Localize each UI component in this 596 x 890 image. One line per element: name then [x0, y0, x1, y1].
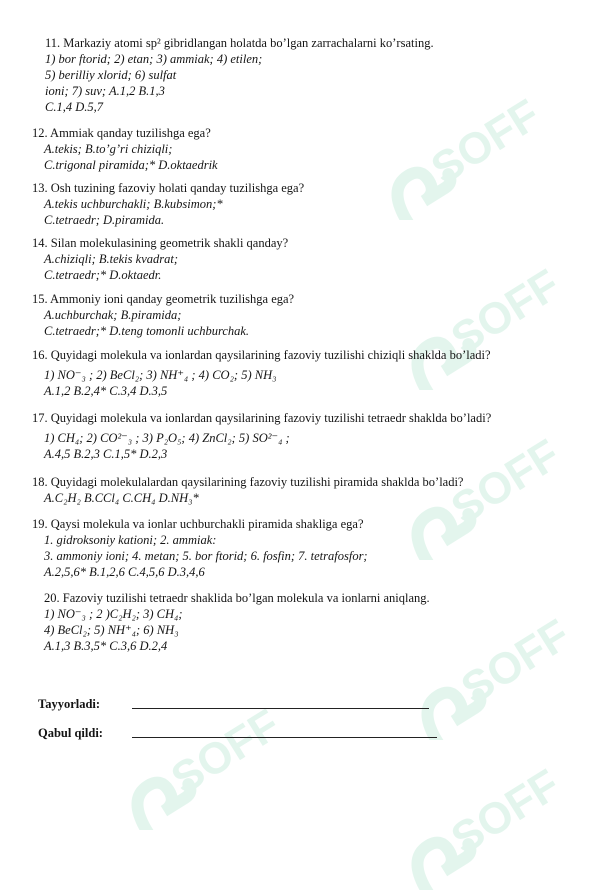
soff-watermark-logo [360, 90, 560, 220]
svg-text:SOFF: SOFF [452, 610, 579, 714]
accepted-by-signature-line [132, 737, 437, 738]
question-option-line: A.uchburchak; B.piramida; [44, 308, 182, 322]
soff-watermark-logo [390, 610, 590, 740]
question-option-line: C.tetraedr;* D.oktaedr. [44, 268, 162, 282]
prepared-by-label: Tayyorladi: [38, 697, 101, 711]
question-option-line: A.tekis uchburchakli; B.kubsimon;* [44, 197, 223, 211]
question-stem: 15. Ammoniy ioni qanday geometrik tuzilishga ega? [32, 292, 295, 306]
svg-text:SOFF: SOFF [422, 90, 549, 194]
accepted-by-label: Qabul qildi: [38, 726, 103, 740]
question-stem: 11. Markaziy atomi sp² gibridlangan holatda bo’lgan zarrachalarni ko’rsating. [45, 36, 434, 50]
question-option-line: 5) berilliy xlorid; 6) sulfat [45, 68, 177, 82]
question-stem: 13. Osh tuzining fazoviy holati qanday tuzilishga ega? [32, 181, 305, 195]
question-option-line: 1) bor ftorid; 2) etan; 3) ammiak; 4) etilen; [45, 52, 263, 66]
question-option-line: A.C₂H₂ B.CCl₄ C.CH₄ D.NH₃* [44, 491, 199, 505]
question-stem: 18. Quyidagi molekulalardan qaysilarining fazoviy tuzilishi piramida shaklda bo’ladi? [32, 475, 464, 489]
question-option-line: A.1,2 B.2,4* C.3,4 D.3,5 [44, 384, 168, 398]
question-option-line: C.tetraedr; D.piramida. [44, 213, 165, 227]
svg-text:SOFF: SOFF [442, 260, 569, 364]
question-option-line: C.1,4 D.5,7 [45, 100, 103, 114]
question-stem: 17. Quyidagi molekula va ionlardan qaysilarining fazoviy tuzilishi tetraedr shaklda bo’ladi? [32, 411, 492, 425]
svg-text:SOFF: SOFF [162, 700, 289, 804]
soff-watermark-logo [380, 430, 580, 560]
question-option-line: 4) BeCl₂; 5) NH⁺₄; 6) NH₃ [44, 623, 179, 637]
question-stem: 20. Fazoviy tuzilishi tetraedr shaklida bo’lgan molekula va ionlarni aniqlang. [44, 591, 430, 605]
question-option-line: A.chiziqli; B.tekis kvadrat; [44, 252, 178, 266]
soff-watermark-logo [380, 760, 580, 890]
soff-watermark-logo [380, 260, 580, 390]
question-option-line: 1) CH₄; 2) CO²⁻₃ ; 3) P₂O₅; 4) ZnCl₂; 5) SO²⁻₄ ; [44, 431, 290, 445]
soff-watermark-logo [100, 700, 300, 830]
question-option-line: A.tekis; B.to’g’ri chiziqli; [44, 142, 173, 156]
question-option-line: 1. gidroksoniy kationi; 2. ammiak: [44, 533, 217, 547]
question-option-line: C.trigonal piramida;* D.oktaedrik [44, 158, 218, 172]
question-stem: 14. Silan molekulasining geometrik shakli qanday? [32, 236, 289, 250]
question-option-line: A.2,5,6* B.1,2,6 C.4,5,6 D.3,4,6 [44, 565, 205, 579]
question-stem: 19. Qaysi molekula va ionlar uchburchakli piramida shakliga ega? [32, 517, 364, 531]
question-stem: 12. Ammiak qanday tuzilishga ega? [32, 126, 211, 140]
svg-text:SOFF: SOFF [442, 760, 569, 864]
question-option-line: 1) NO⁻₃ ; 2 )C₂H₂; 3) CH₄; [44, 607, 183, 621]
question-option-line: ioni; 7) suv; A.1,2 B.1,3 [45, 84, 165, 98]
question-option-line: A.1,3 B.3,5* C.3,6 D.2,4 [44, 639, 168, 653]
question-option-line: C.tetraedr;* D.teng tomonli uchburchak. [44, 324, 250, 338]
svg-text:SOFF: SOFF [442, 430, 569, 534]
question-stem: 16. Quyidagi molekula va ionlardan qaysilarining fazoviy tuzilishi chiziqli shaklda bo’ladi? [32, 348, 491, 362]
prepared-by-signature-line [132, 708, 429, 709]
question-option-line: 1) NO⁻₃ ; 2) BeCl₂; 3) NH⁺₄ ; 4) CO₂; 5) NH₃ [44, 368, 277, 382]
question-option-line: A.4,5 B.2,3 C.1,5* D.2,3 [44, 447, 168, 461]
question-option-line: 3. ammoniy ioni; 4. metan; 5. bor ftorid; 6. fosfin; 7. tetrafosfor; [44, 549, 368, 563]
